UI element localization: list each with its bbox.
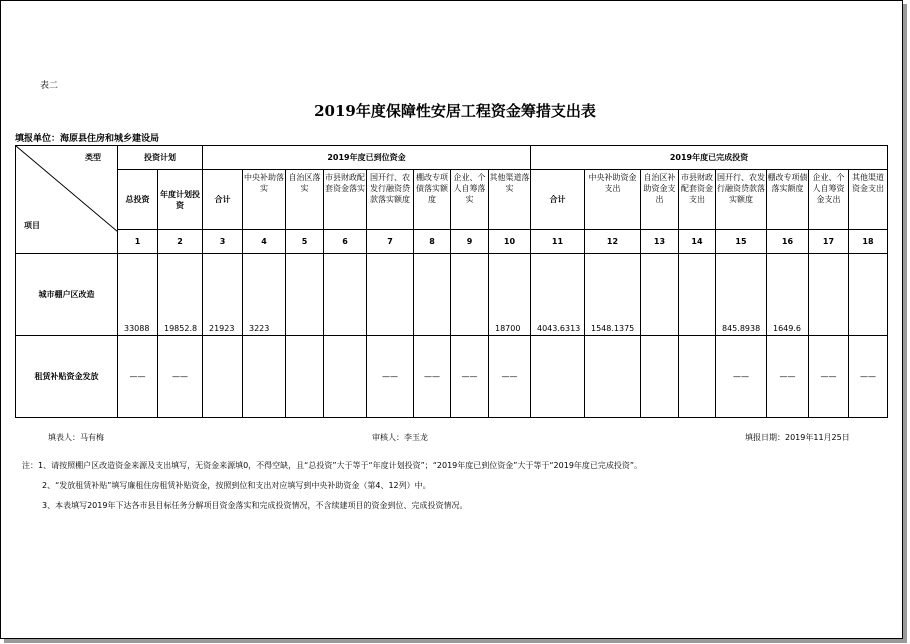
table-cell: 18700	[489, 254, 531, 336]
sheet-number: 表二	[40, 81, 59, 91]
table-cell: 19852.8	[158, 254, 203, 336]
table-cell	[531, 336, 585, 418]
col-header-16: 棚改专项债落实额度	[767, 170, 809, 230]
col-header-17: 企业、个人自筹资金支出	[809, 170, 849, 230]
col-number: 13	[641, 230, 679, 254]
table-cell: ——	[158, 336, 203, 418]
header-diagonal-cell	[16, 146, 118, 254]
col-number: 12	[585, 230, 641, 254]
col-header-5: 自治区落实	[286, 170, 324, 230]
table-cell: ——	[451, 336, 489, 418]
row-label: 租赁补贴资金发放	[16, 336, 118, 418]
table-cell: ——	[849, 336, 888, 418]
fill-date: 填报日期：2019年11月25日	[745, 433, 850, 442]
table-cell: 1649.6	[767, 254, 809, 336]
col-number: 5	[286, 230, 324, 254]
table-cell: 845.8938	[716, 254, 767, 336]
col-header-3: 合计	[203, 170, 243, 230]
group-plan-header: 投资计划	[118, 146, 203, 170]
table-cell	[585, 336, 641, 418]
col-number: 2	[158, 230, 203, 254]
type-label: 类型	[85, 153, 101, 162]
table-cell	[451, 254, 489, 336]
col-header-7: 国开行、农发行融资贷款落实额度	[367, 170, 414, 230]
table-cell	[243, 336, 286, 418]
col-header-13: 自治区补助资金支出	[641, 170, 679, 230]
col-header-1: 总投资	[118, 170, 158, 230]
table-cell	[324, 336, 367, 418]
note-2: 2、“发放租赁补贴”填写廉租住房租赁补贴资金，按照到位和支出对应填写到中央补助资金（第4、12列）中。	[42, 481, 431, 490]
col-header-6: 市县财政配套资金落实	[324, 170, 367, 230]
col-header-12: 中央补助资金支出	[585, 170, 641, 230]
col-number: 3	[203, 230, 243, 254]
page-title: 2019年度保障性安居工程资金筹措支出表	[314, 102, 596, 120]
col-number: 16	[767, 230, 809, 254]
col-header-10: 其他渠道落实	[489, 170, 531, 230]
col-number: 9	[451, 230, 489, 254]
col-header-2: 年度计划投资	[158, 170, 203, 230]
table-cell: 3223	[243, 254, 286, 336]
col-number: 17	[809, 230, 849, 254]
col-number: 15	[716, 230, 767, 254]
table-cell: ——	[118, 336, 158, 418]
group-funds-header: 2019年度已到位资金	[203, 146, 531, 170]
table-cell: ——	[489, 336, 531, 418]
table-cell	[286, 254, 324, 336]
item-label: 项目	[24, 221, 40, 230]
table-cell: 33088	[118, 254, 158, 336]
filler-signature: 填表人：马有梅	[48, 433, 104, 442]
col-header-11: 合计	[531, 170, 585, 230]
table-cell: 1548.1375	[585, 254, 641, 336]
table-cell: ——	[767, 336, 809, 418]
table-cell	[641, 254, 679, 336]
col-number: 1	[118, 230, 158, 254]
table-cell: ——	[716, 336, 767, 418]
table-cell	[286, 336, 324, 418]
col-header-8: 棚改专项债落实额度	[414, 170, 451, 230]
row-label: 城市棚户区改造	[16, 254, 118, 336]
col-number: 7	[367, 230, 414, 254]
table-cell: ——	[809, 336, 849, 418]
table-cell	[203, 336, 243, 418]
table-cell	[641, 336, 679, 418]
col-number: 4	[243, 230, 286, 254]
col-header-4: 中央补助落实	[243, 170, 286, 230]
note-3: 3、本表填写2019年下达各市县目标任务分解项目资金落实和完成投资情况，不含续建项目的资金到位、完成投资情况。	[42, 501, 468, 510]
col-header-14: 市县财政配套资金支出	[679, 170, 716, 230]
note-1: 注：1、请按照棚户区改造资金来源及支出填写，无资金来源填0，不得空缺，且“总投资”大于等于“年度计划投资”；“2019年度已到位资金”大于等于“2019年度已完成投资”。	[22, 461, 643, 470]
table-cell: ——	[367, 336, 414, 418]
page-shadow-bottom	[4, 639, 907, 643]
table-cell	[367, 254, 414, 336]
col-number: 8	[414, 230, 451, 254]
reporting-unit: 填报单位：海原县住房和城乡建设局	[15, 134, 160, 144]
col-header-9: 企业、个人自筹落实	[451, 170, 489, 230]
group-invest-header: 2019年度已完成投资	[531, 146, 888, 170]
funding-table	[15, 145, 888, 418]
table-cell: ——	[414, 336, 451, 418]
col-number: 14	[679, 230, 716, 254]
table-cell	[414, 254, 451, 336]
table-cell: 21923	[203, 254, 243, 336]
table-cell	[679, 336, 716, 418]
table-cell: 4043.6313	[531, 254, 585, 336]
table-cell	[849, 254, 888, 336]
table-row	[16, 336, 888, 418]
table-row	[16, 254, 888, 336]
table-cell	[809, 254, 849, 336]
col-number: 10	[489, 230, 531, 254]
col-number: 6	[324, 230, 367, 254]
table-cell	[324, 254, 367, 336]
col-header-18: 其他渠道资金支出	[849, 170, 888, 230]
col-number: 11	[531, 230, 585, 254]
table-cell	[679, 254, 716, 336]
reviewer-signature: 审核人：李玉龙	[372, 433, 428, 442]
col-header-15: 国开行、农发行融资贷款落实额度	[716, 170, 767, 230]
col-number: 18	[849, 230, 888, 254]
